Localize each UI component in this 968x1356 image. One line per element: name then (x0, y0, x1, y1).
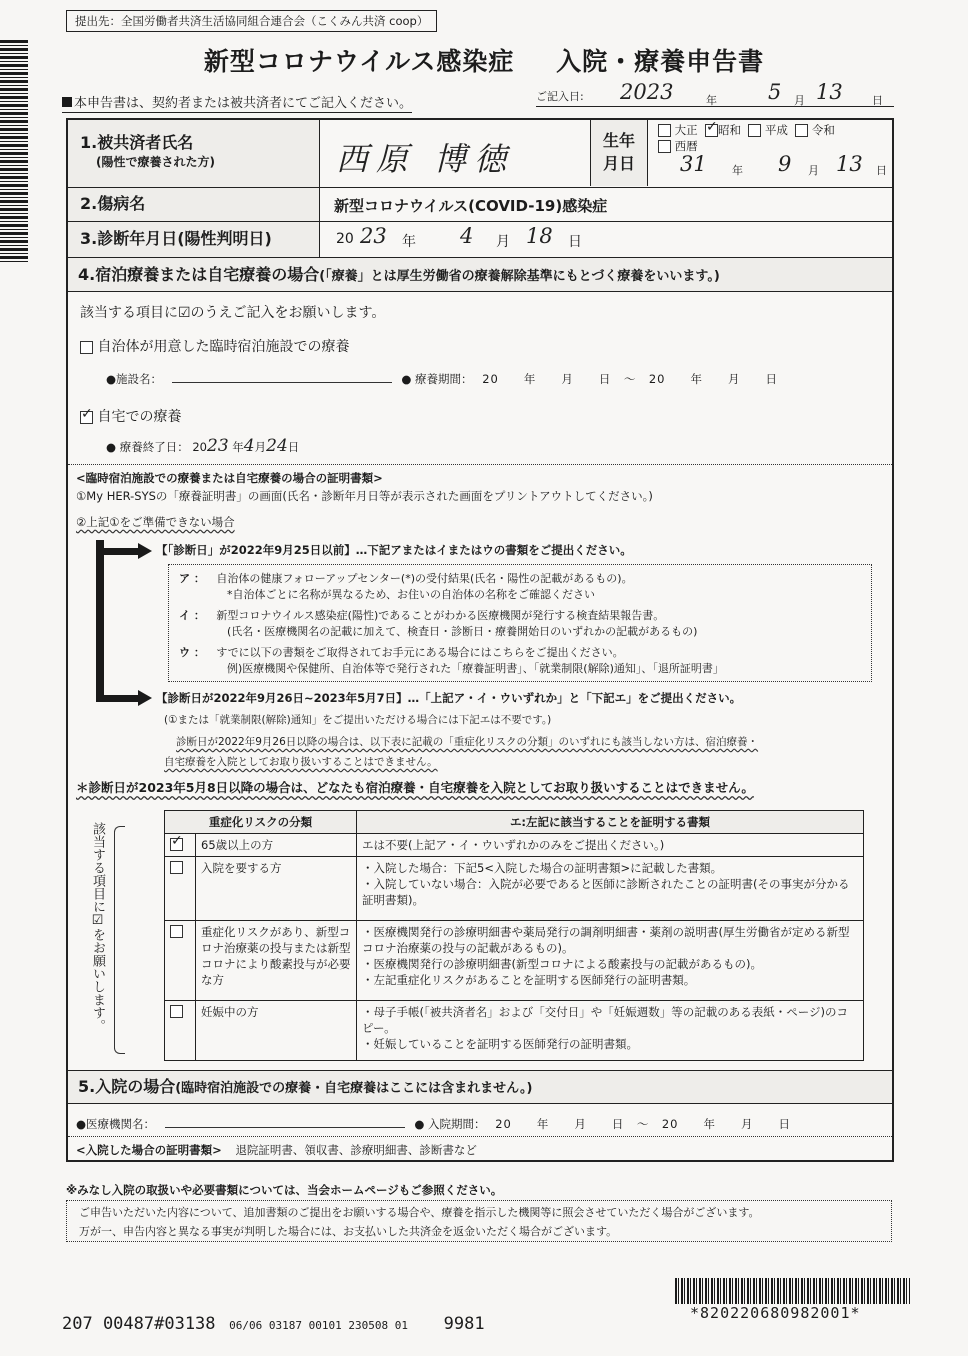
item-mark: ウ ： (179, 646, 205, 659)
diagnosis-date-label: 3.診断年月日(陽性判明日) (68, 222, 320, 257)
submit-to-box: 提出先：全国労働者共済生活協同組合連合会（こくみん共済 coop） (66, 10, 437, 32)
dotted-divider (68, 1136, 892, 1137)
era-label: 大正 (674, 123, 698, 137)
doc-2: ②上記①をご準備できない場合 (76, 515, 235, 529)
month-unit: 月 (254, 440, 267, 454)
option-home[interactable] (80, 406, 181, 426)
title-sub: 入院・療養申告書 (556, 47, 765, 76)
square-bullet-icon (62, 97, 72, 107)
item-line: (氏名・医療機関名の記載に加えて、検査日・診断日・療養開始日のいずれかの記載があるもの) (227, 625, 698, 638)
table-row (165, 834, 864, 857)
facility-period-label: ● 療養期間： (401, 372, 473, 386)
item-mark: ア ： (179, 572, 205, 585)
footer-box-line-2: 万が一、申告内容と異なる事実が判明した場合には、お支払いした共済金を返金いただく場合がございます。 (79, 1225, 618, 1238)
risk-cell: 妊娠中の方 (196, 1001, 357, 1061)
section-3 (68, 222, 892, 258)
tracking-code (62, 1314, 485, 1334)
era-reiwa[interactable] (795, 123, 835, 137)
year-unit: 年 (232, 440, 244, 454)
checkbox-checked[interactable] (705, 124, 718, 137)
code-small: 06/06 03187 00101 230508 01 (229, 1319, 408, 1332)
era-label: 令和 (811, 123, 835, 137)
era-heisei[interactable] (748, 123, 788, 137)
era-label: 昭和 (717, 123, 741, 137)
docs-line: ・母子手帳(「被共済者名」および「交付日」や「妊娠週数」等の記載のある表紙・ページ)のコピー。 (362, 1005, 848, 1035)
item-line: すでに以下の書類をご取得されてお手元にある場合にはこちらをご提出ください。 (216, 646, 624, 659)
era-label: 平成 (764, 123, 788, 137)
home-end-day[interactable]: 24 (266, 436, 288, 456)
month-unit: 月 (808, 164, 819, 177)
birth-day: 13 (836, 152, 863, 176)
code-end: 9981 (443, 1314, 485, 1334)
table-row (165, 857, 864, 921)
diagnosis-month: 4 (460, 224, 474, 248)
case-1-items (168, 564, 872, 682)
form (66, 118, 894, 1162)
birth-label-line2: 月日 (602, 154, 635, 173)
year-unit: 年 (732, 164, 743, 177)
footer-box-line-1: ご申告いただいた内容について、追加書類のご提出をお願いする場合や、療養を指示した機関等に照会させていただく場合がございます。 (79, 1206, 760, 1219)
checkbox[interactable] (170, 1005, 183, 1018)
arrow-1-shaft (96, 548, 140, 555)
dotted-divider (68, 464, 892, 465)
era-taisho[interactable] (658, 123, 698, 137)
risk-cell: 入院を要する方 (196, 857, 357, 921)
section-5-heading (68, 1071, 892, 1104)
case-1: 【「診断日」が2022年9月25日以前】…下記アまたはイまたはウの書類をご提出ください。 (156, 543, 632, 557)
entry-day: 13 (816, 80, 843, 104)
section-1 (68, 120, 892, 188)
month-unit: 月 (794, 94, 805, 107)
docs-line: ・医療機関発行の診療明細書や薬局発行の調剤明細書・薬剤の説明書(厚生労働省が定める新型コロナ治療薬の投与の記載があるもの)。 (362, 925, 850, 955)
checkbox[interactable] (795, 124, 808, 137)
hospital-row (76, 1115, 886, 1132)
case-2-note: (①または「就業制限(解除)通知」をご提出いただける場合には下記エは不要です。) (164, 714, 552, 726)
item-line: 自治体の健康フォローアップセンター(*)の受付結果(氏名・陽性の記載があるもの)。 (216, 572, 633, 585)
may-8-warning: ＊診断日が2023年5月8日以降の場合は、どなたも宿泊療養・自宅療養を入院としてお取り扱いすることはできません。 (76, 780, 754, 795)
facility-row (106, 370, 886, 387)
day-unit: 日 (872, 94, 883, 107)
bracket-line (96, 540, 104, 702)
home-end-month[interactable]: 4 (243, 436, 255, 456)
docs-line: ・妊娠していることを証明する医師発行の証明書類。 (362, 1037, 638, 1051)
day-unit: 日 (287, 440, 300, 454)
docs-line: ・入院した場合：下記5<入院した場合の証明書類>に記載した書類。 (362, 861, 723, 875)
item-a (179, 570, 633, 602)
page-title (0, 42, 968, 78)
section-4-instruction: 該当する項目に☑のうえご記入をお願いします。 (80, 305, 386, 321)
section-2 (68, 188, 892, 222)
risk-cell: 65歳以上の方 (196, 834, 357, 857)
doc-1: ①My HER-SYSの「療養証明書」の画面(氏名・診断年月日等が表示された画面をプリントアウトしてください。) (76, 489, 653, 503)
notice-text: 本申告書は、契約者または被共済者にてご記入ください。 (74, 96, 413, 111)
facility-name-label: ●施設名： (106, 372, 163, 386)
arrow-2-shaft (96, 695, 140, 702)
risk-table (164, 810, 864, 1061)
title-main: 新型コロナウイルス感染症 (203, 47, 515, 76)
checkbox[interactable] (658, 124, 671, 137)
birth-label (590, 120, 648, 186)
entry-date-label: ご記入日: (536, 90, 584, 103)
day-unit: 日 (568, 234, 582, 250)
entry-month: 5 (768, 80, 782, 104)
insured-name-sublabel: (陽性で療養された方) (96, 155, 215, 169)
option-facility[interactable] (80, 336, 349, 356)
option-facility-label: 自治体が用意した臨時宿泊施設での療養 (97, 339, 350, 355)
home-end-year[interactable]: 23 (207, 436, 229, 456)
year-prefix: 20 (336, 231, 354, 247)
docs-line: エは不要(上記ア・イ・ウいずれかのみをご提出ください。) (362, 838, 665, 852)
barcode (675, 1278, 910, 1304)
diagnosis-day: 18 (526, 224, 553, 248)
entry-date-field[interactable] (536, 80, 894, 107)
item-mark: イ ： (179, 609, 205, 622)
birth-label-line1: 生年 (602, 131, 635, 150)
brace (114, 826, 125, 1054)
side-note-vertical: 該当する項目に☑をお願いします。 (90, 822, 105, 1032)
diagnosis-date-field[interactable] (336, 222, 876, 256)
home-end-row (106, 436, 506, 458)
checkbox-checked[interactable] (80, 411, 93, 424)
era-label: 西暦 (674, 139, 698, 153)
hospital-docs-value: 退院証明書、領収書、診療明細書、診断書など (235, 1143, 477, 1157)
table-row (165, 921, 864, 1001)
era-seireki[interactable] (658, 139, 698, 153)
docs-line: ・入院していない場合：入院が必要であると医師に診断されたことの証明書(その事実が分かる証明書類)。 (362, 877, 850, 907)
section-5-note: (臨時宿泊施設での療養・自宅療養はここには含まれません。) (175, 1081, 533, 1096)
item-line: *自治体ごとに名称が異なるため、お住いの自治体の名称をご確認ください (227, 588, 596, 601)
month-unit: 月 (496, 234, 510, 250)
section-4-heading (68, 258, 892, 292)
arrow-right-icon (138, 690, 152, 706)
home-end-label: ● 療養終了日： (106, 440, 189, 454)
hospital-docs (76, 1142, 477, 1158)
era-options (658, 122, 888, 154)
year-prefix: 20 (192, 440, 207, 454)
case-2-warning-1: 診断日が2022年9月26日以降の場合は、以下表に記載の「重症化リスクの分類」のいずれにも該当しない方は、宿泊療養・ (176, 736, 759, 748)
docs-line: ・医療機関発行の診療明細書(新型コロナによる酸素投与の記載があるもの)。 (362, 957, 762, 971)
disease-label: 2.傷病名 (68, 188, 320, 221)
birth-year: 31 (680, 152, 707, 176)
checkbox[interactable] (80, 341, 93, 354)
hospital-docs-label: <入院した場合の証明書類> (76, 1143, 222, 1157)
item-line: 新型コロナウイルス感染症(陽性)であることがわかる医療機関が発行する検査結果報告書。 (216, 609, 665, 622)
case-2-warning-2: 自宅療養を入院としてお取り扱いすることはできません。 (164, 756, 438, 768)
section-1-label (68, 120, 320, 187)
table-row (165, 1001, 864, 1061)
checkbox[interactable] (658, 140, 671, 153)
case-2: 【診断日が2022年9月26日~2023年5月7日】…「上記ア・イ・ウいずれか」と「下記エ」をご提出ください。 (156, 691, 742, 705)
risk-cell: 重症化リスクがあり、新型コロナ治療薬の投与または新型コロナにより酸素投与が必要な方 (196, 921, 357, 1001)
entry-year: 2023 (620, 80, 674, 104)
section-5-title: 5.入院の場合 (78, 1077, 176, 1096)
birth-month: 9 (778, 152, 792, 176)
checkbox-checked[interactable] (170, 838, 183, 851)
disease-value: 新型コロナウイルス(COVID-19)感染症 (334, 197, 608, 215)
day-unit: 日 (876, 164, 887, 177)
hospital-period-label: ● 入院期間： (414, 1117, 486, 1131)
item-line: 例)医療機関や保健所、自治体等で発行された「療養証明書」、「就業制限(解除)通知」、「退所証明書」 (227, 662, 724, 675)
barcode-text: *820220680982001* (690, 1304, 861, 1322)
section-4-note: (「療養」とは厚生労働省の療養解除基準にもとづく療養をいいます。) (319, 269, 720, 284)
insured-name-label: 1.被共済者氏名 (80, 133, 194, 152)
footer-note: ※みなし入院の取扱いや必要書類については、当会ホームページもご参照ください。 (66, 1183, 503, 1197)
hospital-name-label: ●医療機関名： (76, 1117, 156, 1131)
era-showa[interactable] (705, 123, 741, 137)
year-unit: 年 (402, 234, 416, 250)
checkbox[interactable] (170, 861, 183, 874)
facility-period-field[interactable]: 20 年 月 日 ～ 20 年 月 日 (482, 372, 778, 386)
hospital-name-input[interactable] (165, 1115, 405, 1128)
docs-line: ・左記重症化リスクがあることを証明する医師発行の証明書類。 (362, 973, 696, 987)
checkbox[interactable] (170, 925, 183, 938)
diagnosis-year: 23 (360, 224, 387, 248)
facility-name-input[interactable] (172, 370, 392, 383)
hospital-period-field[interactable]: 20 年 月 日 ～ 20 年 月 日 (495, 1117, 791, 1131)
section-4-title: 4.宿泊療養または自宅療養の場合 (78, 265, 320, 284)
item-u (179, 644, 724, 676)
code-main: 207 00487#03138 (62, 1314, 216, 1334)
insured-name-value[interactable]: 西原 博徳 (336, 140, 515, 178)
docs-heading: <臨時宿泊施設での療養または自宅療養の場合の証明書類> (76, 471, 383, 485)
item-i (179, 607, 697, 639)
risk-col-header: 重症化リスクの分類 (165, 811, 357, 834)
docs-col-header: エ:左記に該当することを証明する書類 (357, 811, 864, 834)
checkbox[interactable] (748, 124, 761, 137)
arrow-right-icon (138, 543, 152, 559)
footer-box (66, 1200, 892, 1242)
year-unit: 年 (706, 94, 717, 107)
notice (62, 92, 412, 113)
option-home-label: 自宅での療養 (97, 409, 182, 425)
